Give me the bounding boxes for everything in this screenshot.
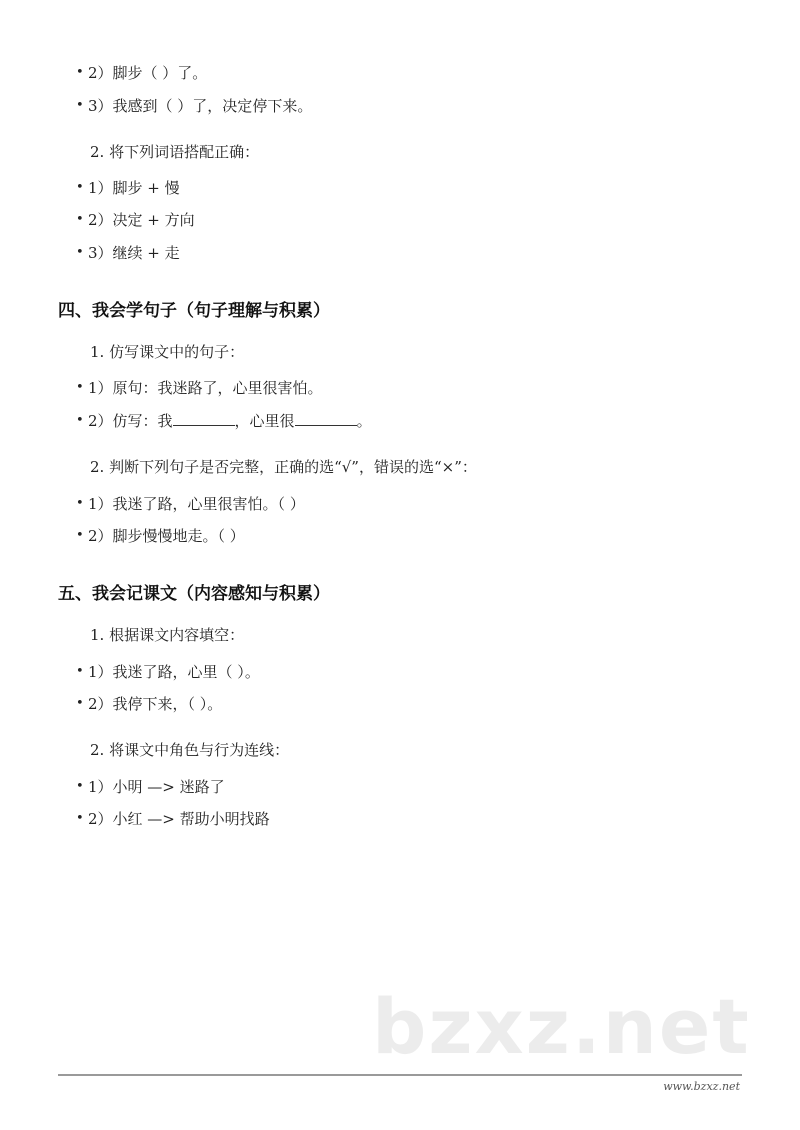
list-item-text: 3）继续 + 走 <box>88 244 180 262</box>
list-item-text: 1）我迷了路，心里（ ）。 <box>88 663 260 681</box>
bullet-icon: • <box>76 180 84 195</box>
list-item-text: 1）原句：我迷路了，心里很害怕。 <box>88 379 323 397</box>
bullet-icon: • <box>76 779 84 794</box>
bullet-icon: • <box>76 664 84 679</box>
bullet-icon: • <box>76 811 84 826</box>
list-item-text: 2）决定 + 方向 <box>88 211 195 229</box>
bullet-icon: • <box>76 98 84 113</box>
question-prompt: 2. 判断下列句子是否完整，正确的选“√”，错误的选“×”： <box>90 458 477 476</box>
imitation-suffix: 。 <box>356 412 372 430</box>
section-heading: 五、我会记课文（内容感知与积累） <box>58 584 330 604</box>
list-item-text: 2）脚步慢慢地走。（ ） <box>88 527 245 545</box>
list-item-text: 1）脚步 + 慢 <box>88 179 180 197</box>
footer-url: www.bzxz.net <box>663 1080 740 1093</box>
answer-blank[interactable] <box>295 411 357 426</box>
list-item-text: 2）我停下来，（ ）。 <box>88 695 223 713</box>
bullet-icon: • <box>76 245 84 260</box>
question-prompt: 2. 将下列词语搭配正确： <box>90 143 260 161</box>
section-heading: 四、我会学句子（句子理解与积累） <box>58 301 330 321</box>
list-item-text: 2）小红 —> 帮助小明找路 <box>88 810 270 828</box>
list-item-text: 3）我感到（ ）了，决定停下来。 <box>88 97 313 115</box>
watermark: bzxz.net <box>372 982 751 1071</box>
bullet-icon: • <box>76 528 84 543</box>
bullet-icon: • <box>76 380 84 395</box>
bullet-icon: • <box>76 212 84 227</box>
question-prompt: 2. 将课文中角色与行为连线： <box>90 741 290 759</box>
list-item-text: 2）脚步（ ）了。 <box>88 64 208 82</box>
imitation-prefix: 2）仿写：我 <box>88 412 173 430</box>
footer-divider <box>58 1074 742 1076</box>
list-item-text <box>88 411 372 431</box>
question-prompt: 1. 仿写课文中的句子： <box>90 343 245 361</box>
list-item-text: 1）我迷了路，心里很害怕。（ ） <box>88 495 305 513</box>
answer-blank[interactable] <box>173 411 235 426</box>
bullet-icon: • <box>76 696 84 711</box>
bullet-icon: • <box>76 496 84 511</box>
list-item-text: 1）小明 —> 迷路了 <box>88 778 225 796</box>
bullet-icon: • <box>76 65 84 80</box>
question-prompt: 1. 根据课文内容填空： <box>90 626 245 644</box>
bullet-icon: • <box>76 413 84 428</box>
imitation-middle: ，心里很 <box>234 412 295 430</box>
